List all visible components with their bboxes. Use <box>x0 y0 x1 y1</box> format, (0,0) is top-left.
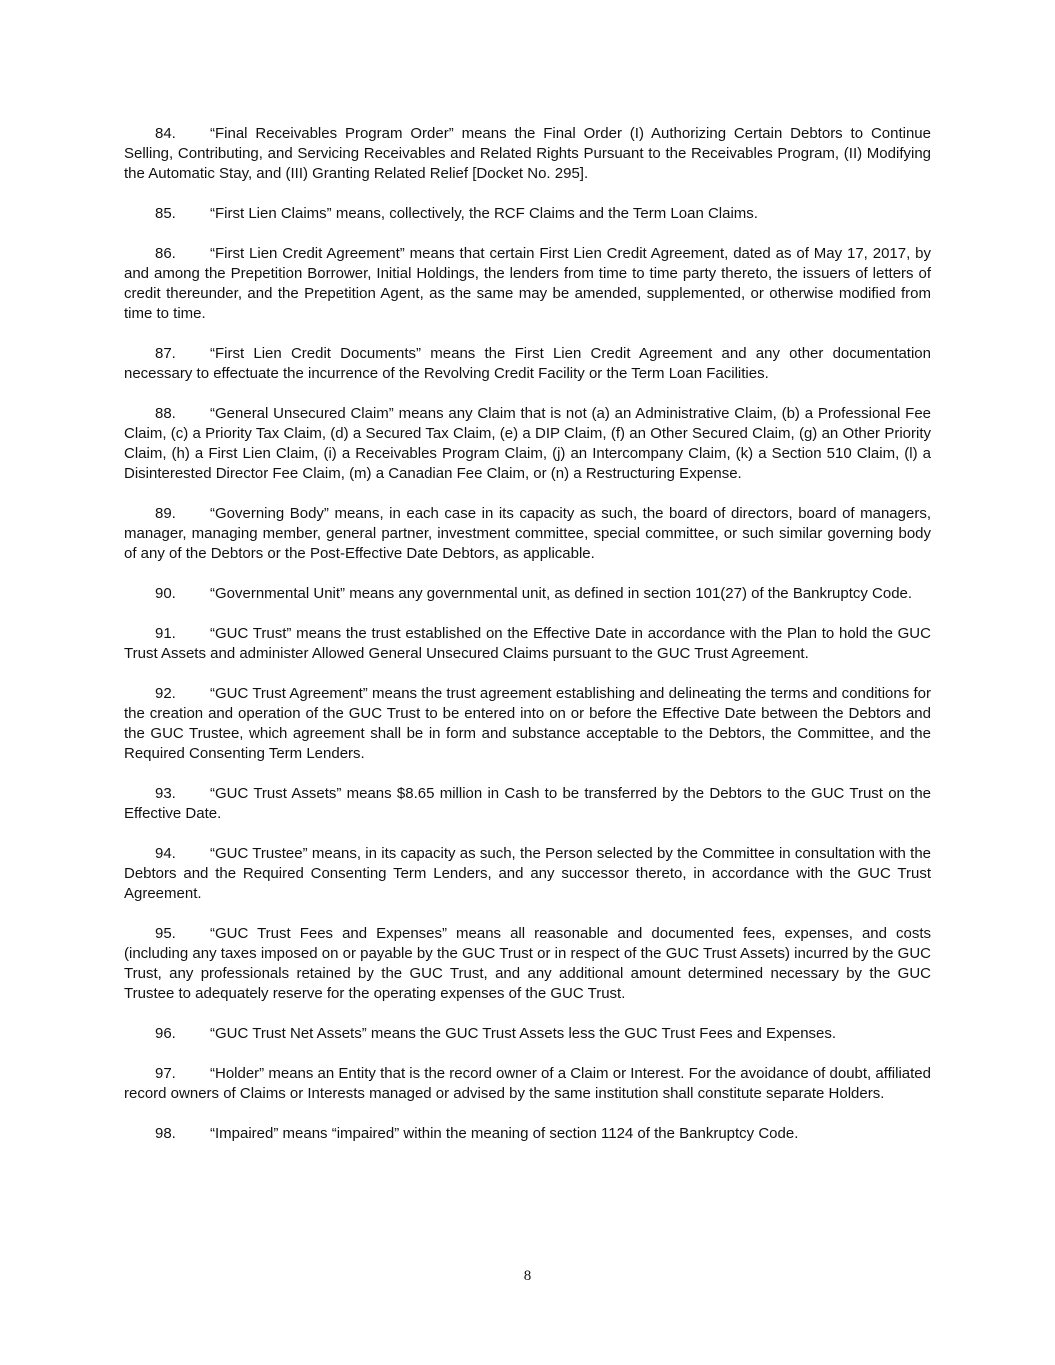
definition-90 <box>124 584 931 604</box>
document-body <box>124 124 931 1164</box>
definition-text: means, in its capacity as such, the Person selected by the Committee in consultation with the Debtors and the Required Consenting Term Lenders, and any successor thereto, in accordance with the GUC Trust Agreement. <box>124 845 932 902</box>
defined-term: “GUC Trust Agreement” <box>210 685 368 702</box>
definition-number: 90. <box>155 585 176 602</box>
definition-96 <box>124 1024 931 1044</box>
defined-term: “General Unsecured Claim” <box>210 405 394 422</box>
definition-number: 85. <box>155 205 176 222</box>
definition-92 <box>124 684 931 764</box>
definition-84 <box>124 124 931 184</box>
definition-text: means an Entity that is the record owner of a Claim or Interest. For the avoidance of doubt, affiliated record owners of Claims or Interests managed or advised by the same institution shall constitute separate Holders. <box>124 1065 931 1102</box>
definition-number: 95. <box>155 925 176 942</box>
defined-term: “Governmental Unit” <box>210 585 346 602</box>
definition-91 <box>124 624 931 664</box>
defined-term: “First Lien Claims” <box>210 205 332 222</box>
defined-term: “GUC Trustee” <box>210 845 308 862</box>
definition-87 <box>124 344 931 384</box>
definition-number: 89. <box>155 505 176 522</box>
definition-94 <box>124 844 931 904</box>
defined-term: “GUC Trust Assets” <box>210 785 342 802</box>
definition-text: means the GUC Trust Assets less the GUC Trust Fees and Expenses. <box>366 1025 837 1042</box>
definition-text: means, collectively, the RCF Claims and the Term Loan Claims. <box>331 205 758 222</box>
definition-number: 91. <box>155 625 176 642</box>
definition-86 <box>124 244 931 324</box>
definition-text: means the trust established on the Effective Date in accordance with the Plan to hold the GUC Trust Assets and administer Allowed General Unsecured Claims pursuant to the GUC Trust Agreement. <box>124 625 931 662</box>
defined-term: “First Lien Credit Agreement” <box>210 245 405 262</box>
defined-term: “GUC Trust Net Assets” <box>210 1025 367 1042</box>
definition-number: 94. <box>155 845 176 862</box>
definition-text: means, in each case in its capacity as such, the board of directors, board of managers, manager, managing member, general partner, investment committee, special committee, or such similar governing body of any of the Debtors or the Post-Effective Date Debtors, as applicable. <box>124 505 931 562</box>
definition-text: means all reasonable and documented fees, expenses, and costs (including any taxes imposed on or payable by the GUC Trust or in respect of the GUC Trust Assets) incurred by the GUC Trust, any professionals retained by the GUC Trust, and any additional amount determined necessary by the GUC Trustee to adequately reserve for the operating expenses of the GUC Trust. <box>124 925 931 1002</box>
definition-text: means that certain First Lien Credit Agreement, dated as of May 17, 2017, by and among the Prepetition Borrower, Initial Holdings, the lenders from time to time party thereto, the issuers of letters of credit thereunder, and the Prepetition Agent, as the same may be amended, supplemented, or otherwise modified from time to time. <box>124 245 931 322</box>
definition-text: means “impaired” within the meaning of section 1124 of the Bankruptcy Code. <box>278 1125 799 1142</box>
definition-number: 92. <box>155 685 176 702</box>
defined-term: “GUC Trust Fees and Expenses” <box>210 925 448 942</box>
definition-number: 87. <box>155 345 176 362</box>
definition-98 <box>124 1124 931 1144</box>
defined-term: “First Lien Credit Documents” <box>210 345 422 362</box>
definition-text: means the Final Order (I) Authorizing Certain Debtors to Continue Selling, Contributing, and Servicing Receivables and Related Rights Pursuant to the Receivables Program, (II) Modifying the Automatic Stay, and (III) Granting Related Relief [Docket No. 295]. <box>124 125 931 182</box>
definition-97 <box>124 1064 931 1104</box>
definition-number: 98. <box>155 1125 176 1142</box>
definition-85 <box>124 204 931 224</box>
definition-number: 84. <box>155 125 176 142</box>
definition-text: means any governmental unit, as defined in section 101(27) of the Bankruptcy Code. <box>345 585 913 602</box>
definition-95 <box>124 924 931 1004</box>
definition-number: 88. <box>155 405 176 422</box>
definition-text: means $8.65 million in Cash to be transferred by the Debtors to the GUC Trust on the Effective Date. <box>124 785 932 822</box>
definition-text: means the trust agreement establishing and delineating the terms and conditions for the creation and operation of the GUC Trust to be entered into on or before the Effective Date between the Debtors and the GUC Trustee, which agreement shall be in form and substance acceptable to the Debtors, the Committee, and the Required Consenting Term Lenders. <box>124 685 931 762</box>
definition-93 <box>124 784 931 824</box>
defined-term: “Holder” <box>210 1065 265 1082</box>
definition-89 <box>124 504 931 564</box>
definition-number: 97. <box>155 1065 176 1082</box>
definition-number: 93. <box>155 785 176 802</box>
page-number: 8 <box>523 1268 532 1284</box>
definition-88 <box>124 404 931 484</box>
defined-term: “Governing Body” <box>210 505 329 522</box>
definition-number: 86. <box>155 245 176 262</box>
definition-number: 96. <box>155 1025 176 1042</box>
defined-term: “GUC Trust” <box>210 625 292 642</box>
defined-term: “Final Receivables Program Order” <box>210 125 454 142</box>
definition-text: means any Claim that is not (a) an Administrative Claim, (b) a Professional Fee Claim, (c) a Priority Tax Claim, (d) a Secured Tax Claim, (e) a DIP Claim, (f) an Other Secured Claim, (g) an Other Priority Claim, (h) a First Lien Claim, (i) a Receivables Program Claim, (j) an Intercompany Claim, (k) a Section 510 Claim, (l) a Disinterested Director Fee Claim, (m) a Canadian Fee Claim, or (n) a Restructuring Expense. <box>124 405 931 482</box>
defined-term: “Impaired” <box>210 1125 279 1142</box>
definition-text: means the First Lien Credit Agreement and any other documentation necessary to effectuate the incurrence of the Revolving Credit Facility or the Term Loan Facilities. <box>124 345 931 382</box>
